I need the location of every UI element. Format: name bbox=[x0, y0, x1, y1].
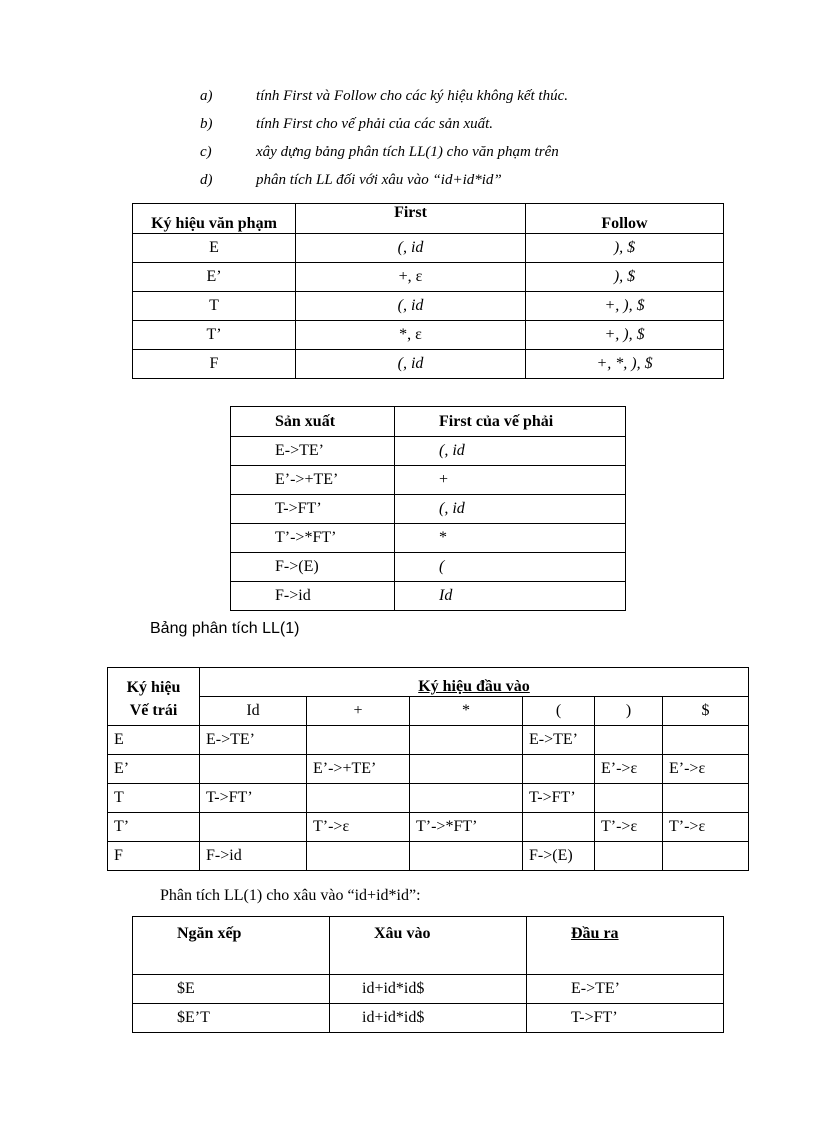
first-follow-table bbox=[132, 203, 724, 379]
symbol-cell: E bbox=[133, 234, 296, 263]
first-cell: (, id bbox=[296, 292, 526, 321]
first-rhs-cell: * bbox=[395, 524, 626, 553]
task-marker: a) bbox=[200, 88, 213, 104]
column-header: + bbox=[307, 697, 410, 726]
table-header-row bbox=[108, 668, 749, 697]
table-cell: T’->ε bbox=[663, 813, 749, 842]
nonterminal-cell: E’ bbox=[108, 755, 200, 784]
task-marker: b) bbox=[200, 116, 213, 132]
nonterminal-cell: T bbox=[108, 784, 200, 813]
nonterminal-cell: F bbox=[108, 842, 200, 871]
first-rhs-cell: Id bbox=[395, 582, 626, 611]
table-header-row bbox=[108, 697, 749, 726]
table-cell: E’->+TE’ bbox=[307, 755, 410, 784]
parse-caption: Phân tích LL(1) cho xâu vào “id+id*id”: bbox=[160, 887, 421, 904]
table-cell: E->TE’ bbox=[523, 726, 595, 755]
table-row bbox=[108, 784, 749, 813]
ll1-table-caption: Bảng phân tích LL(1) bbox=[150, 620, 300, 637]
table-cell: F->(E) bbox=[523, 842, 595, 871]
header-cell-text: Đầu ra bbox=[571, 925, 619, 942]
task-text: tính First cho vế phải của các sản xuất. bbox=[256, 116, 494, 132]
table-cell bbox=[307, 842, 410, 871]
task-text: tính First và Follow cho các ký hiệu không kết thúc. bbox=[256, 88, 568, 104]
header-cell bbox=[527, 917, 724, 975]
table-row bbox=[133, 263, 724, 292]
output-cell: E->TE’ bbox=[527, 975, 724, 1004]
task-item-b bbox=[200, 116, 493, 133]
table-row bbox=[231, 553, 626, 582]
table-row bbox=[133, 975, 724, 1004]
table-row bbox=[133, 1004, 724, 1033]
production-cell: F->id bbox=[231, 582, 395, 611]
production-cell: T->FT’ bbox=[231, 495, 395, 524]
follow-cell: +, ), $ bbox=[526, 292, 724, 321]
table-cell bbox=[663, 784, 749, 813]
task-marker: c) bbox=[200, 144, 212, 160]
table-cell bbox=[200, 755, 307, 784]
column-header: Id bbox=[200, 697, 307, 726]
table-cell bbox=[663, 726, 749, 755]
header-cell: First bbox=[296, 204, 526, 234]
header-cell: Follow bbox=[526, 204, 724, 234]
table-row bbox=[231, 466, 626, 495]
symbol-cell: T bbox=[133, 292, 296, 321]
parse-trace-table bbox=[132, 916, 724, 1033]
table-cell bbox=[307, 726, 410, 755]
table-row bbox=[108, 726, 749, 755]
table-row bbox=[133, 350, 724, 379]
table-row bbox=[231, 495, 626, 524]
task-item-c bbox=[200, 144, 559, 161]
first-cell: (, id bbox=[296, 350, 526, 379]
symbol-cell: E’ bbox=[133, 263, 296, 292]
table-cell bbox=[595, 784, 663, 813]
header-cell: Xâu vào bbox=[330, 917, 527, 975]
stack-cell: $E’T bbox=[133, 1004, 330, 1033]
nonterminal-cell: T’ bbox=[108, 813, 200, 842]
table-row bbox=[133, 321, 724, 350]
first-rhs-cell: ( bbox=[395, 553, 626, 582]
table-cell bbox=[595, 726, 663, 755]
table-row bbox=[108, 842, 749, 871]
table-row bbox=[231, 582, 626, 611]
production-cell: E->TE’ bbox=[231, 437, 395, 466]
task-text: phân tích LL đối với xâu vào “id+id*id” bbox=[256, 172, 502, 188]
table-header-row bbox=[231, 407, 626, 437]
production-cell: F->(E) bbox=[231, 553, 395, 582]
task-item-a bbox=[200, 88, 568, 105]
symbol-cell: T’ bbox=[133, 321, 296, 350]
first-rhs-table bbox=[230, 406, 626, 611]
table-cell bbox=[200, 813, 307, 842]
production-cell: E’->+TE’ bbox=[231, 466, 395, 495]
table-cell bbox=[307, 784, 410, 813]
table-row bbox=[108, 755, 749, 784]
follow-cell: +, ), $ bbox=[526, 321, 724, 350]
first-cell: (, id bbox=[296, 234, 526, 263]
column-header: * bbox=[410, 697, 523, 726]
table-row bbox=[108, 813, 749, 842]
table-cell bbox=[523, 755, 595, 784]
production-cell: T’->*FT’ bbox=[231, 524, 395, 553]
follow-cell: ), $ bbox=[526, 263, 724, 292]
table-cell bbox=[410, 784, 523, 813]
first-rhs-cell: (, id bbox=[395, 437, 626, 466]
column-header: ( bbox=[523, 697, 595, 726]
nonterminal-cell: E bbox=[108, 726, 200, 755]
table-cell: T’->ε bbox=[307, 813, 410, 842]
table-cell: T->FT’ bbox=[200, 784, 307, 813]
column-header: ) bbox=[595, 697, 663, 726]
header-cell: Ký hiệu văn phạm bbox=[133, 204, 296, 234]
input-symbol-header-text: Ký hiệu đầu vào bbox=[418, 678, 530, 695]
table-cell bbox=[410, 842, 523, 871]
input-symbol-header bbox=[200, 668, 749, 697]
symbol-cell: F bbox=[133, 350, 296, 379]
column-header: $ bbox=[663, 697, 749, 726]
table-cell: E’->ε bbox=[595, 755, 663, 784]
left-symbol-header: Ký hiệu bbox=[108, 668, 200, 697]
header-cell: Ngăn xếp bbox=[133, 917, 330, 975]
header-cell: Sản xuất bbox=[231, 407, 395, 437]
first-cell: +, ε bbox=[296, 263, 526, 292]
stack-cell: $E bbox=[133, 975, 330, 1004]
table-row bbox=[231, 524, 626, 553]
table-row bbox=[133, 292, 724, 321]
table-cell: E’->ε bbox=[663, 755, 749, 784]
table-header-row bbox=[133, 204, 724, 234]
table-cell: E->TE’ bbox=[200, 726, 307, 755]
table-cell bbox=[410, 755, 523, 784]
table-cell: T->FT’ bbox=[523, 784, 595, 813]
task-marker: d) bbox=[200, 172, 213, 188]
first-rhs-cell: + bbox=[395, 466, 626, 495]
table-cell: F->id bbox=[200, 842, 307, 871]
left-side-header: Vế trái bbox=[108, 697, 200, 726]
follow-cell: ), $ bbox=[526, 234, 724, 263]
table-row bbox=[133, 234, 724, 263]
input-cell: id+id*id$ bbox=[330, 1004, 527, 1033]
table-row bbox=[231, 437, 626, 466]
table-cell bbox=[663, 842, 749, 871]
table-cell bbox=[523, 813, 595, 842]
header-cell: First của vế phải bbox=[395, 407, 626, 437]
follow-cell: +, *, ), $ bbox=[526, 350, 724, 379]
output-cell: T->FT’ bbox=[527, 1004, 724, 1033]
table-cell: T’->*FT’ bbox=[410, 813, 523, 842]
table-header-row bbox=[133, 917, 724, 975]
table-cell bbox=[410, 726, 523, 755]
table-cell bbox=[595, 842, 663, 871]
ll1-parse-table bbox=[107, 667, 749, 871]
table-cell: T’->ε bbox=[595, 813, 663, 842]
first-cell: *, ε bbox=[296, 321, 526, 350]
input-cell: id+id*id$ bbox=[330, 975, 527, 1004]
task-item-d bbox=[200, 172, 502, 189]
first-rhs-cell: (, id bbox=[395, 495, 626, 524]
task-text: xây dựng bảng phân tích LL(1) cho văn phạm trên bbox=[256, 144, 559, 160]
